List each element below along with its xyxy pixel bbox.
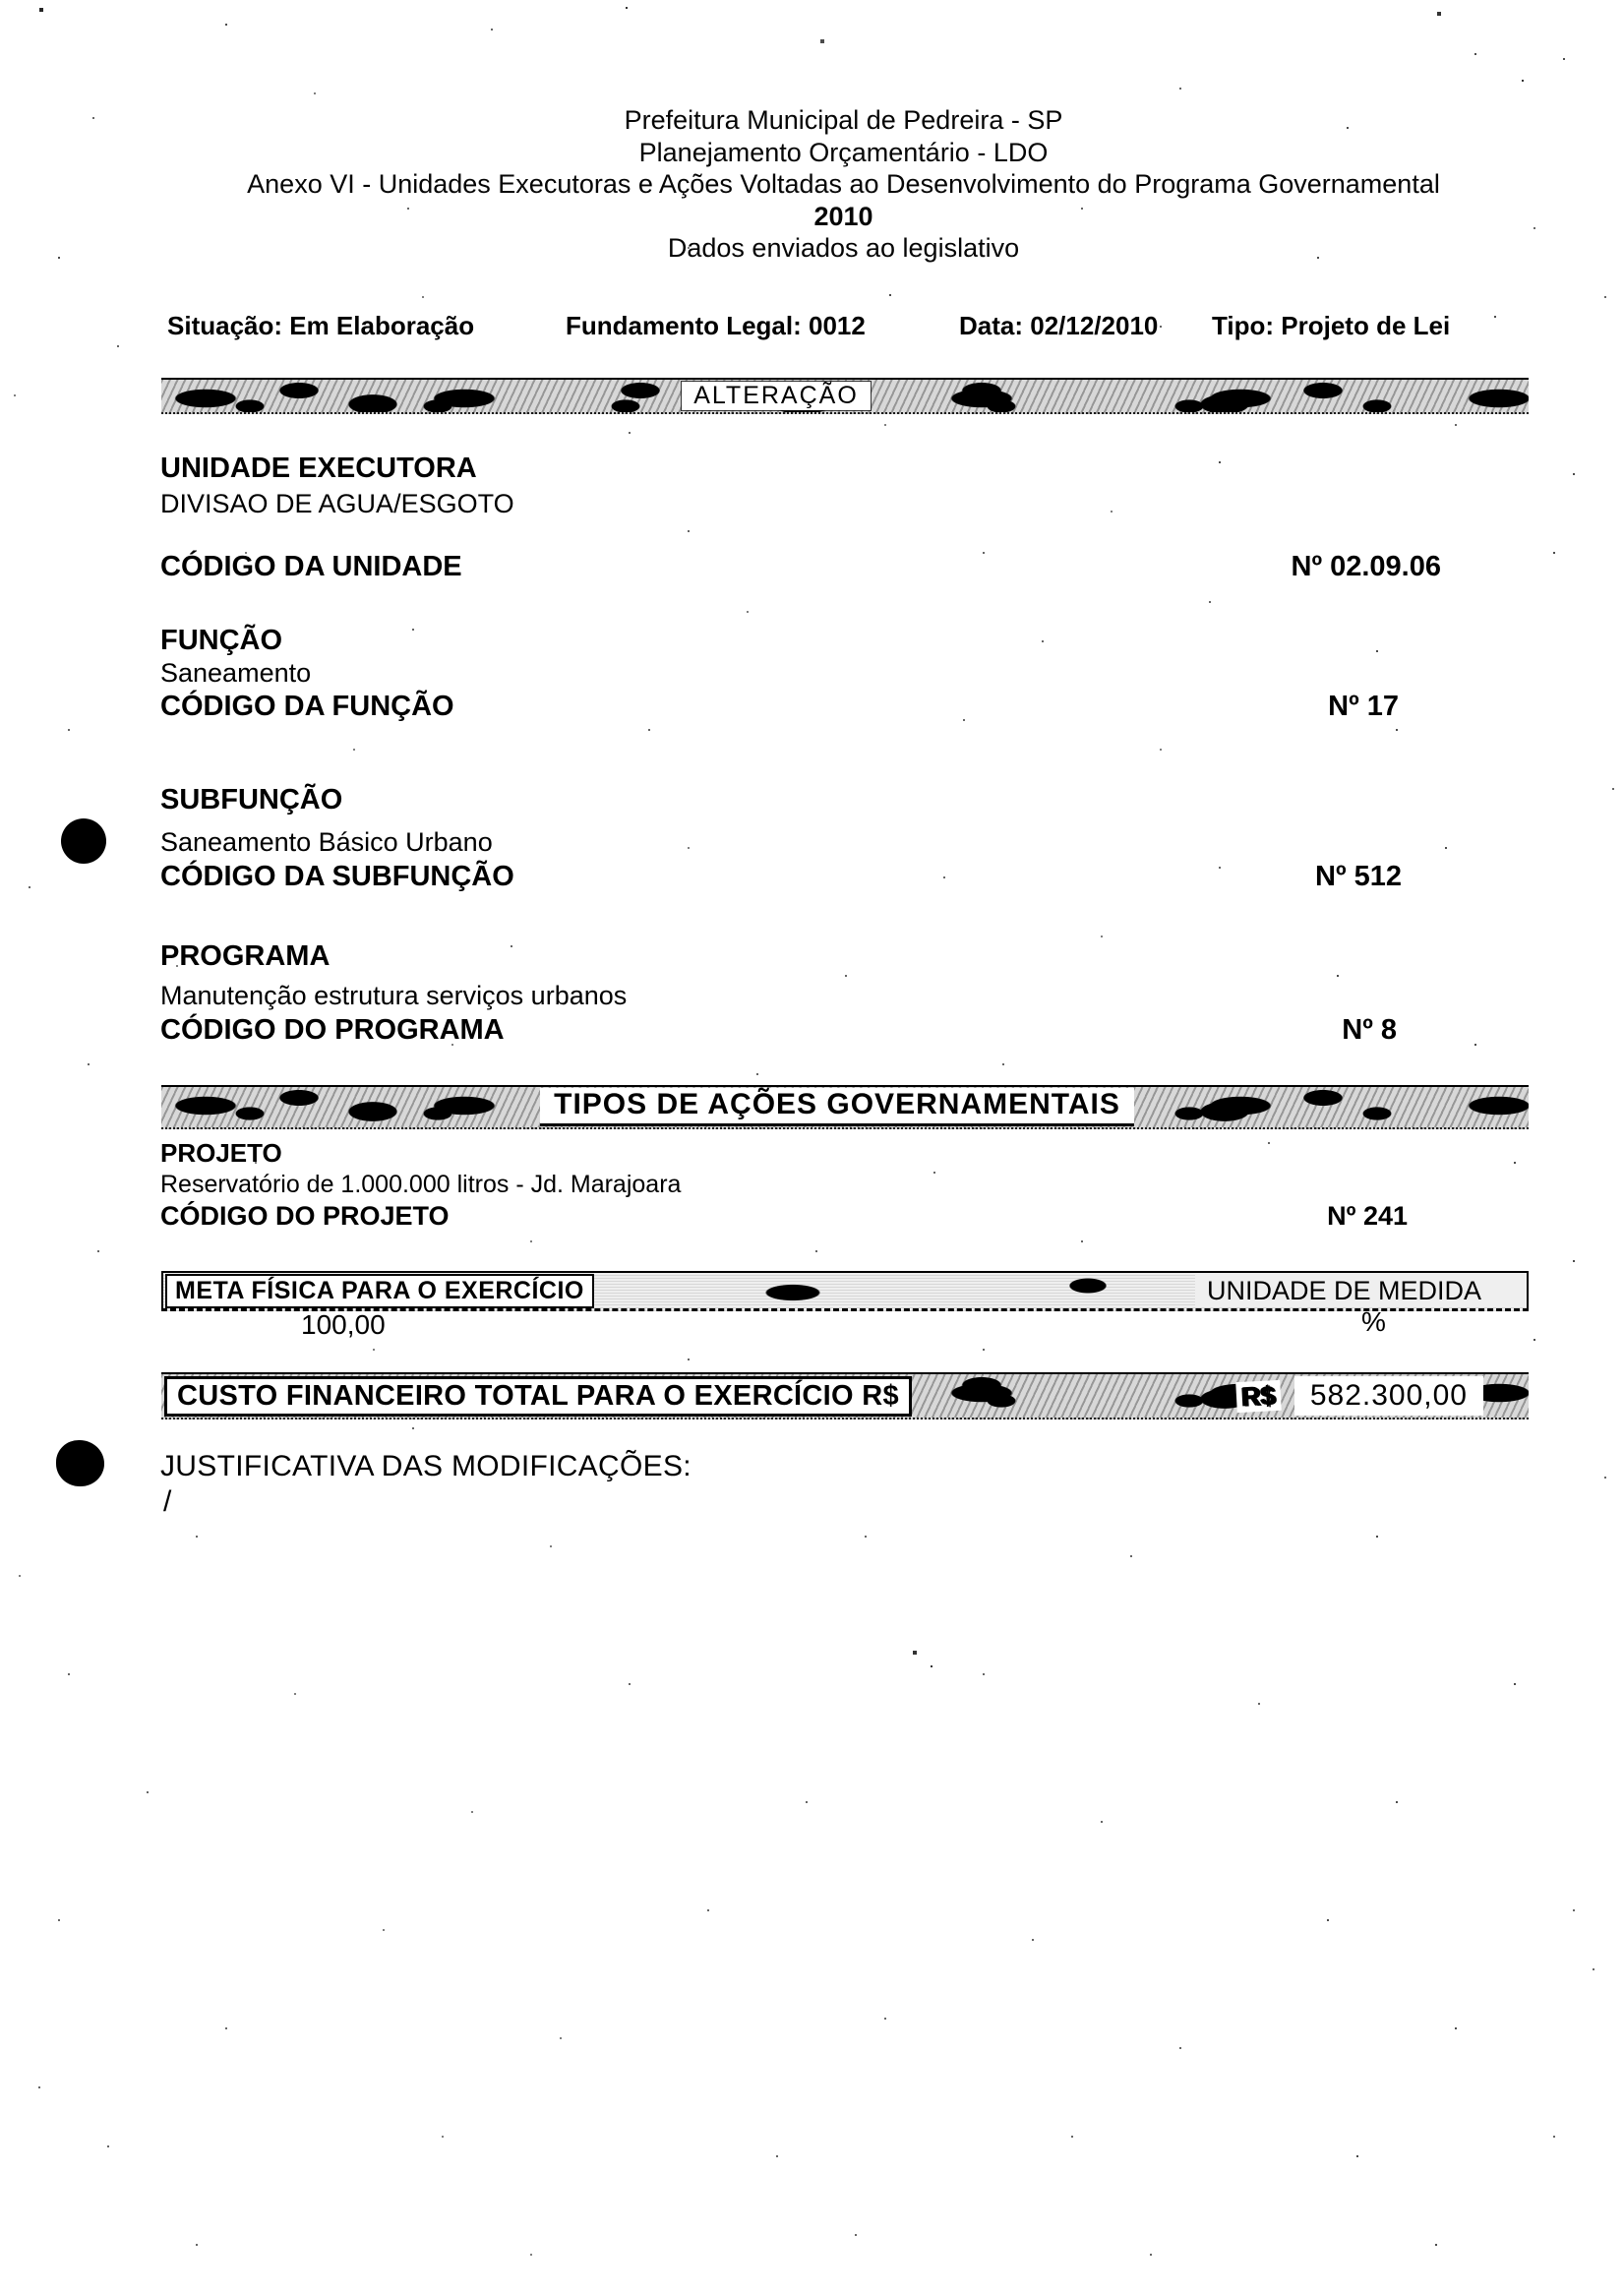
section-programa-value: Manutenção estrutura serviços urbanos — [160, 981, 628, 1010]
section-programa-code-row — [160, 1014, 1397, 1047]
document-header — [0, 104, 1624, 265]
banner-tipos-acoes — [161, 1085, 1529, 1129]
custo-currency-symbol: R$ — [1236, 1379, 1282, 1412]
unidade-de-medida-value: % — [1361, 1306, 1386, 1337]
custo-financeiro-label: CUSTO FINANCEIRO TOTAL PARA O EXERCÍCIO R$ — [164, 1376, 912, 1417]
hole-punch-mark — [61, 818, 106, 864]
section-subfuncao-value: Saneamento Básico Urbano — [160, 827, 493, 857]
header-note: Dados enviados ao legislativo — [667, 233, 1020, 263]
justificativa-value: / — [163, 1485, 172, 1518]
status-situacao: Situação: Em Elaboração — [167, 311, 475, 340]
section-funcao-title: FUNÇÃO — [160, 625, 283, 656]
codigo-da-funcao-value: Nº 17 — [1328, 691, 1399, 722]
status-fundamento-legal: Fundamento Legal: 0012 — [566, 311, 866, 340]
banner-alteracao — [161, 378, 1529, 414]
section-unidade-executora-code-row — [160, 551, 1441, 583]
codigo-da-funcao-label: CÓDIGO DA FUNÇÃO — [160, 691, 454, 722]
section-subfuncao-code-row — [160, 861, 1402, 893]
codigo-da-subfuncao-label: CÓDIGO DA SUBFUNÇÃO — [160, 861, 514, 892]
meta-fisica-value: 100,00 — [301, 1309, 386, 1340]
codigo-do-programa-value: Nº 8 — [1342, 1014, 1397, 1046]
banner-custo-financeiro — [161, 1372, 1529, 1419]
status-data: Data: 02/12/2010 — [959, 311, 1159, 340]
banner-tipos-acoes-label: TIPOS DE AÇÕES GOVERNAMENTAIS — [540, 1088, 1134, 1126]
header-year: 2010 — [813, 201, 873, 231]
header-annex-title: Anexo VI - Unidades Executoras e Ações Voltadas ao Desenvolvimento do Programa Governamental — [247, 169, 1440, 199]
section-programa-title: PROGRAMA — [160, 940, 331, 972]
header-subtitle: Planejamento Orçamentário - LDO — [638, 137, 1049, 167]
codigo-do-projeto-value: Nº 241 — [1327, 1201, 1408, 1231]
header-org: Prefeitura Municipal de Pedreira - SP — [624, 105, 1063, 135]
unidade-de-medida-label: UNIDADE DE MEDIDA — [1195, 1275, 1527, 1307]
banner-meta-fisica — [161, 1271, 1529, 1311]
status-tipo: Tipo: Projeto de Lei — [1212, 311, 1451, 340]
section-funcao-code-row — [160, 691, 1399, 723]
hole-punch-mark — [56, 1440, 104, 1486]
section-subfuncao-title: SUBFUNÇÃO — [160, 784, 343, 815]
codigo-do-projeto-label: CÓDIGO DO PROJETO — [160, 1201, 450, 1231]
codigo-da-unidade-value: Nº 02.09.06 — [1291, 551, 1441, 582]
section-projeto-title: PROJETO — [160, 1138, 282, 1168]
codigo-da-subfuncao-value: Nº 512 — [1315, 861, 1402, 892]
section-funcao-value: Saneamento — [160, 658, 312, 688]
justificativa-label: JUSTIFICATIVA DAS MODIFICAÇÕES: — [160, 1450, 692, 1482]
codigo-do-programa-label: CÓDIGO DO PROGRAMA — [160, 1014, 505, 1046]
custo-financeiro-value: 582.300,00 — [1294, 1376, 1483, 1416]
section-projeto-code-row — [160, 1201, 1408, 1232]
section-unidade-executora-title: UNIDADE EXECUTORA — [160, 453, 477, 484]
section-unidade-executora-value: DIVISAO DE AGUA/ESGOTO — [160, 489, 514, 518]
codigo-da-unidade-label: CÓDIGO DA UNIDADE — [160, 551, 462, 582]
banner-alteracao-label: ALTERAÇÃO — [682, 382, 871, 410]
section-projeto-value: Reservatório de 1.000.000 litros - Jd. Marajoara — [160, 1171, 682, 1198]
meta-fisica-label: META FÍSICA PARA O EXERCÍCIO — [165, 1274, 594, 1308]
